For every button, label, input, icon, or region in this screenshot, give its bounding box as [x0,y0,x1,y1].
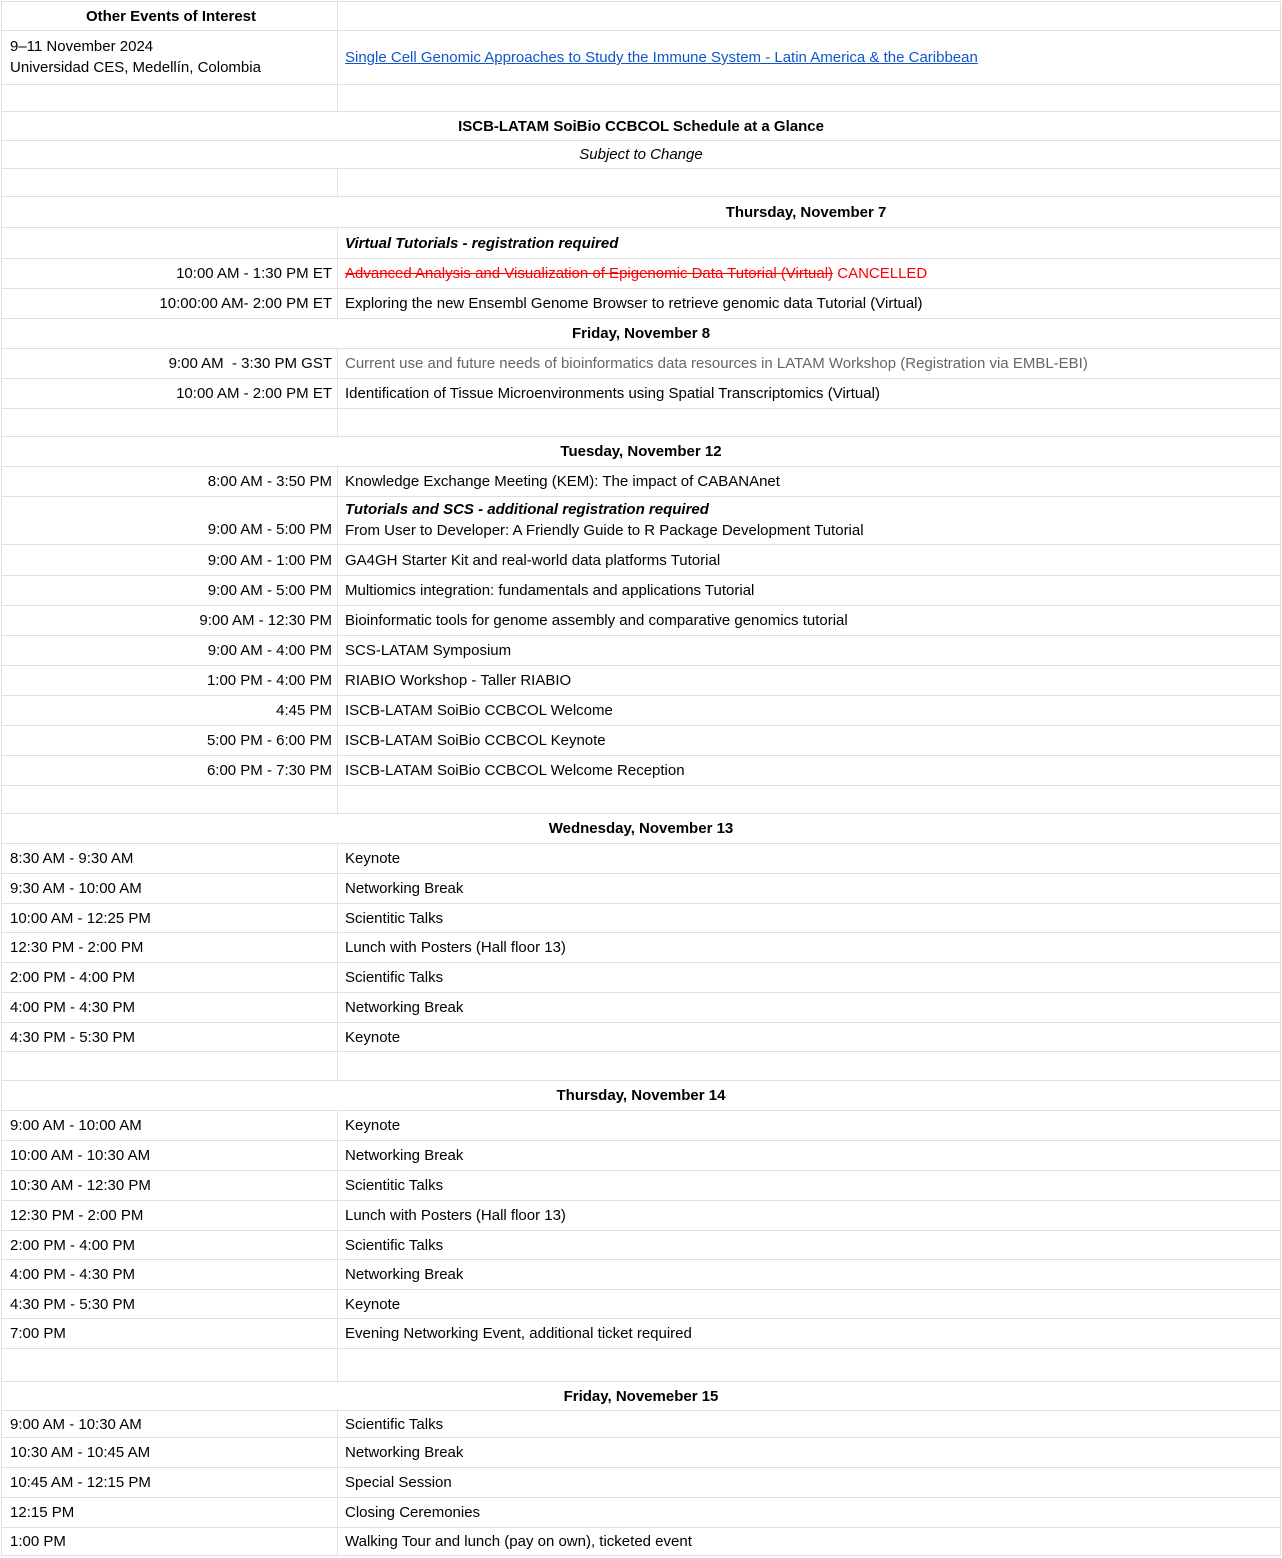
row-event [2,1023,1281,1052]
time-cell [2,636,338,666]
empty-cell [338,2,1281,31]
empty-time-cell [2,169,338,197]
desc-cell [338,1528,1281,1556]
empty-desc-cell [338,1052,1281,1081]
desc-cell [338,1201,1281,1231]
desc-cell [338,1171,1281,1201]
row-event [2,726,1281,756]
event-link[interactable]: Single Cell Genomic Approaches to Study the Immune System - Latin America & the Caribbean [345,49,978,66]
desc-cell [338,666,1281,696]
row-event [2,874,1281,904]
row-day [2,1382,1281,1411]
note-cell [338,228,1281,259]
cancelled-event-title: Advanced Analysis and Visualization of Epigenomic Data Tutorial (Virtual) [345,265,834,282]
time-cell [2,1141,338,1171]
schedule-subtitle-cell [2,141,1281,169]
event-time: 9:00 AM - 5:00 PM [207,582,332,599]
event-time: 9:00 AM - 10:30 AM [10,1415,142,1433]
time-cell [2,606,338,636]
event-title: Keynote [345,1028,401,1046]
empty-time-cell [2,1052,338,1081]
desc-cell [338,467,1281,497]
row-event [2,467,1281,497]
row-event [2,844,1281,874]
row-event [2,545,1281,576]
other-events-header-cell [2,2,338,31]
row-spacer [2,786,1281,814]
desc-cell [338,1260,1281,1290]
time-cell [2,844,338,874]
desc-cell [338,606,1281,636]
row-event [2,933,1281,963]
event-title: Exploring the new Ensembl Genome Browser to retrieve genomic data Tutorial (Virtual) [345,295,923,312]
event-title: Scientific Talks [345,1415,444,1433]
schedule-subtitle: Subject to Change [579,146,703,163]
event-title: Keynote [345,1295,401,1313]
desc-cell [338,497,1281,545]
row-event [2,1171,1281,1201]
event-time: 2:00 PM - 4:00 PM [10,1236,136,1254]
row-event [2,904,1281,933]
event-time: 7:00 PM [10,1325,66,1342]
row-spacer [2,169,1281,197]
event-title: ISCB-LATAM SoiBio CCBCOL Welcome Reception [345,762,685,779]
desc-cell [338,933,1281,963]
event-time: 4:00 PM - 4:30 PM [10,1266,136,1283]
event-title: Networking Break [345,1266,464,1283]
time-cell [2,726,338,756]
event-time: 10:00 AM - 10:30 AM [10,1147,151,1164]
time-cell [2,259,338,289]
registration-note: Tutorials and SCS - additional registration required [345,501,709,519]
registration-note: Virtual Tutorials - registration required [345,234,619,252]
event-time: 9:00 AM - 1:00 PM [207,551,332,569]
event-time: 12:30 PM - 2:00 PM [10,1207,144,1224]
row-event [2,696,1281,726]
row-title [2,112,1281,141]
row-event [2,259,1281,289]
day-header: Thursday, November 14 [556,1087,726,1104]
row-event [2,1111,1281,1141]
event-title: Walking Tour and lunch (pay on own), ticketed event [345,1533,692,1550]
row-spacer [2,1349,1281,1382]
row-event [2,1468,1281,1498]
schedule-title-cell [2,112,1281,141]
event-time: 9:00 AM - 10:00 AM [10,1117,142,1134]
empty-time-cell [2,228,338,259]
event-dates: 9–11 November 2024 [10,38,154,56]
event-title: Special Session [345,1474,452,1491]
row-event [2,1260,1281,1290]
event-time: 10:30 AM - 10:45 AM [10,1444,151,1461]
event-time: 10:00 AM - 1:30 PM ET [176,265,332,282]
other-events-title: Other Events of Interest [85,7,257,25]
desc-cell [338,1290,1281,1319]
time-cell [2,1171,338,1201]
desc-cell [338,904,1281,933]
schedule-title: ISCB-LATAM SoiBio CCBCOL Schedule at a Glance [458,117,824,135]
day-header-cell [2,197,1281,228]
schedule-table [1,1,1281,1556]
time-cell [2,993,338,1023]
desc-cell [338,1319,1281,1349]
day-header: Friday, Novemeber 15 [563,1387,719,1405]
row-event [2,666,1281,696]
empty-time-cell [2,409,338,437]
event-time: 10:00 AM - 2:00 PM ET [176,385,332,402]
row-event [2,576,1281,606]
desc-cell [338,696,1281,726]
event-time: 8:00 AM - 3:50 PM [207,473,332,490]
desc-cell [338,844,1281,874]
time-cell [2,1111,338,1141]
time-cell [2,349,338,379]
row-section [2,2,1281,31]
time-cell [2,756,338,786]
row-event [2,1411,1281,1438]
desc-cell [338,259,1281,289]
row-day [2,197,1281,228]
day-header-cell [2,814,1281,844]
event-time: 4:00 PM - 4:30 PM [10,999,136,1016]
row-event [2,756,1281,786]
event-title: Multiomics integration: fundamentals and applications Tutorial [345,582,755,599]
desc-cell [338,1231,1281,1260]
time-cell [2,1411,338,1438]
time-cell [2,1319,338,1349]
row-event2 [2,497,1281,545]
row-event [2,636,1281,666]
event-time: 9:00 AM - 3:30 PM GST [168,355,332,372]
row-event [2,1290,1281,1319]
event-time: 9:00 AM - 12:30 PM [199,612,332,629]
time-cell [2,1231,338,1260]
desc-cell [338,1023,1281,1052]
event-time: 2:00 PM - 4:00 PM [10,969,136,986]
desc-cell [338,726,1281,756]
row-day [2,437,1281,467]
time-cell [2,379,338,409]
desc-cell [338,636,1281,666]
time-cell [2,696,338,726]
event-title: Lunch with Posters (Hall floor 13) [345,1207,566,1224]
time-cell [2,545,338,576]
event-title: Networking Break [345,999,464,1016]
event-title: Scientitic Talks [345,909,444,927]
event-time: 10:00:00 AM- 2:00 PM ET [159,295,332,312]
row-spacer [2,409,1281,437]
day-header: Friday, November 8 [571,325,711,342]
day-header: Tuesday, November 12 [560,443,722,460]
event-title: ISCB-LATAM SoiBio CCBCOL Welcome [345,702,613,719]
row-event [2,349,1281,379]
empty-desc-cell [338,85,1281,112]
event-time: 9:00 AM - 4:00 PM [207,642,332,659]
event-time: 4:30 PM - 5:30 PM [10,1295,136,1313]
desc-cell [338,1411,1281,1438]
row-event [2,963,1281,993]
event-title: Knowledge Exchange Meeting (KEM): The impact of CABANAnet [345,473,780,490]
row-day [2,814,1281,844]
desc-cell [338,756,1281,786]
day-header: Thursday, November 7 [725,203,887,221]
event-title: Networking Break [345,880,464,897]
event-time: 9:30 AM - 10:00 AM [10,880,142,897]
time-cell [2,666,338,696]
empty-time-cell [2,1349,338,1382]
desc-cell [338,379,1281,409]
event-time: 9:00 AM - 5:00 PM [207,521,332,538]
event-time: 1:00 PM [10,1533,66,1550]
row-event [2,1438,1281,1468]
desc-cell [338,545,1281,576]
event-time: 10:45 AM - 12:15 PM [10,1474,151,1491]
event-title: Lunch with Posters (Hall floor 13) [345,939,566,956]
row-event [2,1498,1281,1528]
desc-cell [338,349,1281,379]
row-event [2,1528,1281,1556]
event-title: Closing Ceremonies [345,1504,481,1521]
time-cell [2,1290,338,1319]
time-cell [2,1438,338,1468]
desc-cell [338,1111,1281,1141]
schedule-table-body [2,2,1281,1556]
event-time: 10:30 AM - 12:30 PM [10,1177,151,1194]
event-title: From User to Developer: A Friendly Guide to R Package Development Tutorial [345,521,864,539]
row-event [2,379,1281,409]
day-header-cell [2,1382,1281,1411]
empty-desc-cell [338,169,1281,197]
event-time: 10:00 AM - 12:25 PM [10,909,151,927]
empty-time-cell [2,85,338,112]
day-header-cell [2,319,1281,349]
time-cell [2,963,338,993]
desc-cell [338,874,1281,904]
event-time: 12:15 PM [10,1504,75,1521]
time-cell [2,1528,338,1556]
desc-cell [338,993,1281,1023]
row-day [2,319,1281,349]
desc-cell [338,289,1281,319]
desc-cell [338,1438,1281,1468]
empty-desc-cell [338,409,1281,437]
empty-desc-cell [338,1349,1281,1382]
row-note [2,228,1281,259]
desc-cell [338,1141,1281,1171]
event-title: Keynote [345,1117,401,1134]
day-header-cell [2,1081,1281,1111]
row-event [2,1319,1281,1349]
event-title: Scientific Talks [345,1236,444,1254]
event-link-cell [338,31,1281,85]
event-time: 8:30 AM - 9:30 AM [10,850,134,867]
time-cell [2,874,338,904]
row-spacer [2,1052,1281,1081]
time-cell [2,576,338,606]
row-event [2,1141,1281,1171]
desc-cell [338,963,1281,993]
event-title: Networking Break [345,1147,464,1164]
empty-desc-cell [338,786,1281,814]
time-cell [2,497,338,545]
event-title: Networking Break [345,1444,464,1461]
cancelled-label: CANCELLED [833,265,928,282]
event-title: Evening Networking Event, additional ticket required [345,1325,692,1342]
event-title: Scientitic Talks [345,1177,444,1194]
event-title: Current use and future needs of bioinformatics data resources in LATAM Workshop (Registration via EMBL-EBI) [345,355,1088,372]
event-title: GA4GH Starter Kit and real-world data platforms Tutorial [345,551,721,569]
other-events-info-cell [2,31,338,85]
event-title: SCS-LATAM Symposium [345,642,512,659]
empty-time-cell [2,786,338,814]
event-title: Keynote [345,850,401,867]
time-cell [2,904,338,933]
event-title: Identification of Tissue Microenvironments using Spatial Transcriptomics (Virtual) [345,385,880,402]
day-header: Wednesday, November 13 [548,820,734,837]
event-time: 5:00 PM - 6:00 PM [206,732,332,749]
row-event [2,606,1281,636]
time-cell [2,467,338,497]
event-time: 12:30 PM - 2:00 PM [10,939,144,956]
time-cell [2,1498,338,1528]
time-cell [2,1260,338,1290]
event-time: 4:45 PM [276,702,332,719]
row-spacer [2,85,1281,112]
event-title: RIABIO Workshop - Taller RIABIO [345,672,572,689]
desc-cell [338,1468,1281,1498]
day-header-cell [2,437,1281,467]
event-time: 1:00 PM - 4:00 PM [206,672,332,689]
row-day [2,1081,1281,1111]
row-event [2,1201,1281,1231]
desc-cell [338,576,1281,606]
row-event [2,1231,1281,1260]
time-cell [2,1201,338,1231]
time-cell [2,289,338,319]
time-cell [2,1023,338,1052]
event-title: Scientific Talks [345,969,444,986]
row-subtitle [2,141,1281,169]
event-title: Bioinformatic tools for genome assembly and comparative genomics tutorial [345,612,848,629]
time-cell [2,933,338,963]
event-time: 6:00 PM - 7:30 PM [206,762,332,779]
row-event [2,289,1281,319]
row-event [2,993,1281,1023]
event-title: ISCB-LATAM SoiBio CCBCOL Keynote [345,732,606,749]
time-cell [2,1468,338,1498]
desc-cell [338,1498,1281,1528]
event-time: 4:30 PM - 5:30 PM [10,1028,136,1046]
row-link-row [2,31,1281,85]
event-location: Universidad CES, Medellín, Colombia [10,58,261,76]
